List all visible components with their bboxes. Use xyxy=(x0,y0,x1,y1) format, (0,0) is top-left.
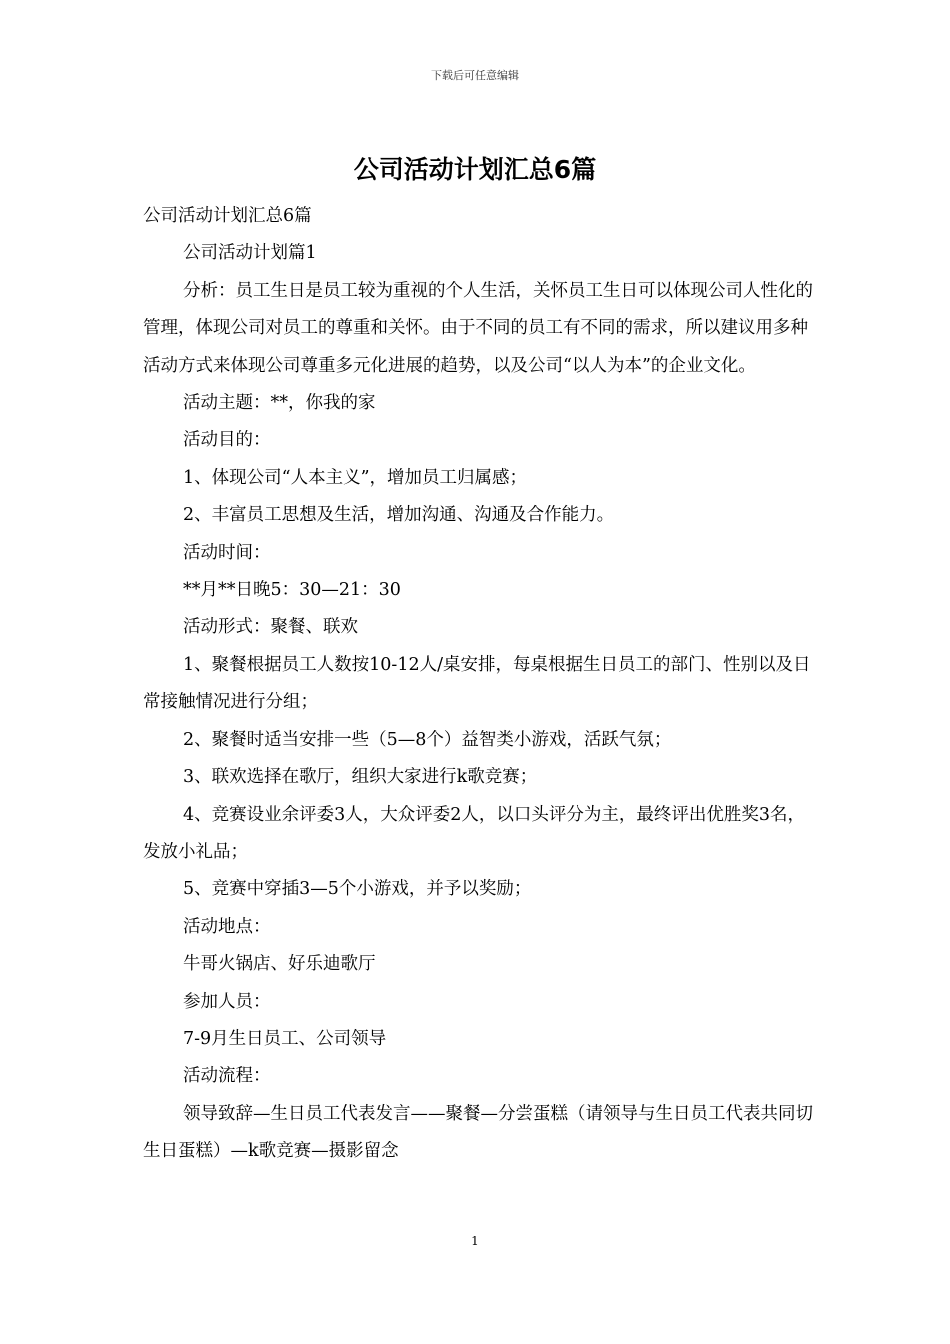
paragraph: 1、体现公司“人本主义”，增加员工归属感； xyxy=(183,467,528,488)
paragraph: 1、聚餐根据员工人数按10-12人/桌安排，每桌根据生日员工的部门、性别以及日常接触情况进行分组； xyxy=(143,654,811,713)
paragraph: 公司活动计划汇总6篇 xyxy=(143,206,312,226)
paragraph: 参加人员： xyxy=(183,991,271,1012)
paragraph: 活动形式：聚餐、联欢 xyxy=(183,617,358,638)
paragraph: 5、竞赛中穿插3—5个小游戏，并予以奖励； xyxy=(183,879,532,900)
paragraph: **月**日晚5：30—21：30 xyxy=(183,580,401,601)
paragraph: 活动地点： xyxy=(183,916,271,937)
paragraph: 活动主题：**，你我的家 xyxy=(183,393,376,414)
document-body xyxy=(143,198,813,1171)
paragraph: 7-9月生日员工、公司领导 xyxy=(183,1028,387,1049)
paragraph: 牛哥火锅店、好乐迪歌厅 xyxy=(183,954,376,975)
paragraph: 领导致辞—生日员工代表发言——聚餐—分尝蛋糕（请领导与生日员工代表共同切生日蛋糕）—k歌竞赛—摄影留念 xyxy=(143,1103,813,1162)
paragraph: 2、聚餐时适当安排一些（5—8个）益智类小游戏，活跃气氛； xyxy=(183,729,672,750)
paragraph: 2、丰富员工思想及生活，增加沟通、沟通及合作能力。 xyxy=(183,505,615,526)
page-header: 下载后可任意编辑 xyxy=(431,69,519,82)
paragraph: 3、联欢选择在歌厅，组织大家进行k歌竞赛； xyxy=(183,767,538,788)
paragraph: 活动时间： xyxy=(183,542,271,563)
paragraph: 分析：员工生日是员工较为重视的个人生活，关怀员工生日可以体现公司人性化的管理，体现公司对员工的尊重和关怀。由于不同的员工有不同的需求，所以建议用多种活动方式来体现公司尊重多元化进展的趋势，以及公司“以人为本”的企业文化。 xyxy=(143,280,813,376)
document-title: 公司活动计划汇总6篇 xyxy=(353,155,597,184)
paragraph: 活动目的： xyxy=(183,430,271,451)
page-number: 1 xyxy=(471,1234,479,1248)
paragraph: 活动流程： xyxy=(183,1066,271,1087)
paragraph: 4、竞赛设业余评委3人，大众评委2人，以口头评分为主，最终评出优胜奖3名，发放小礼品； xyxy=(143,804,806,862)
paragraph: 公司活动计划篇1 xyxy=(183,243,317,264)
